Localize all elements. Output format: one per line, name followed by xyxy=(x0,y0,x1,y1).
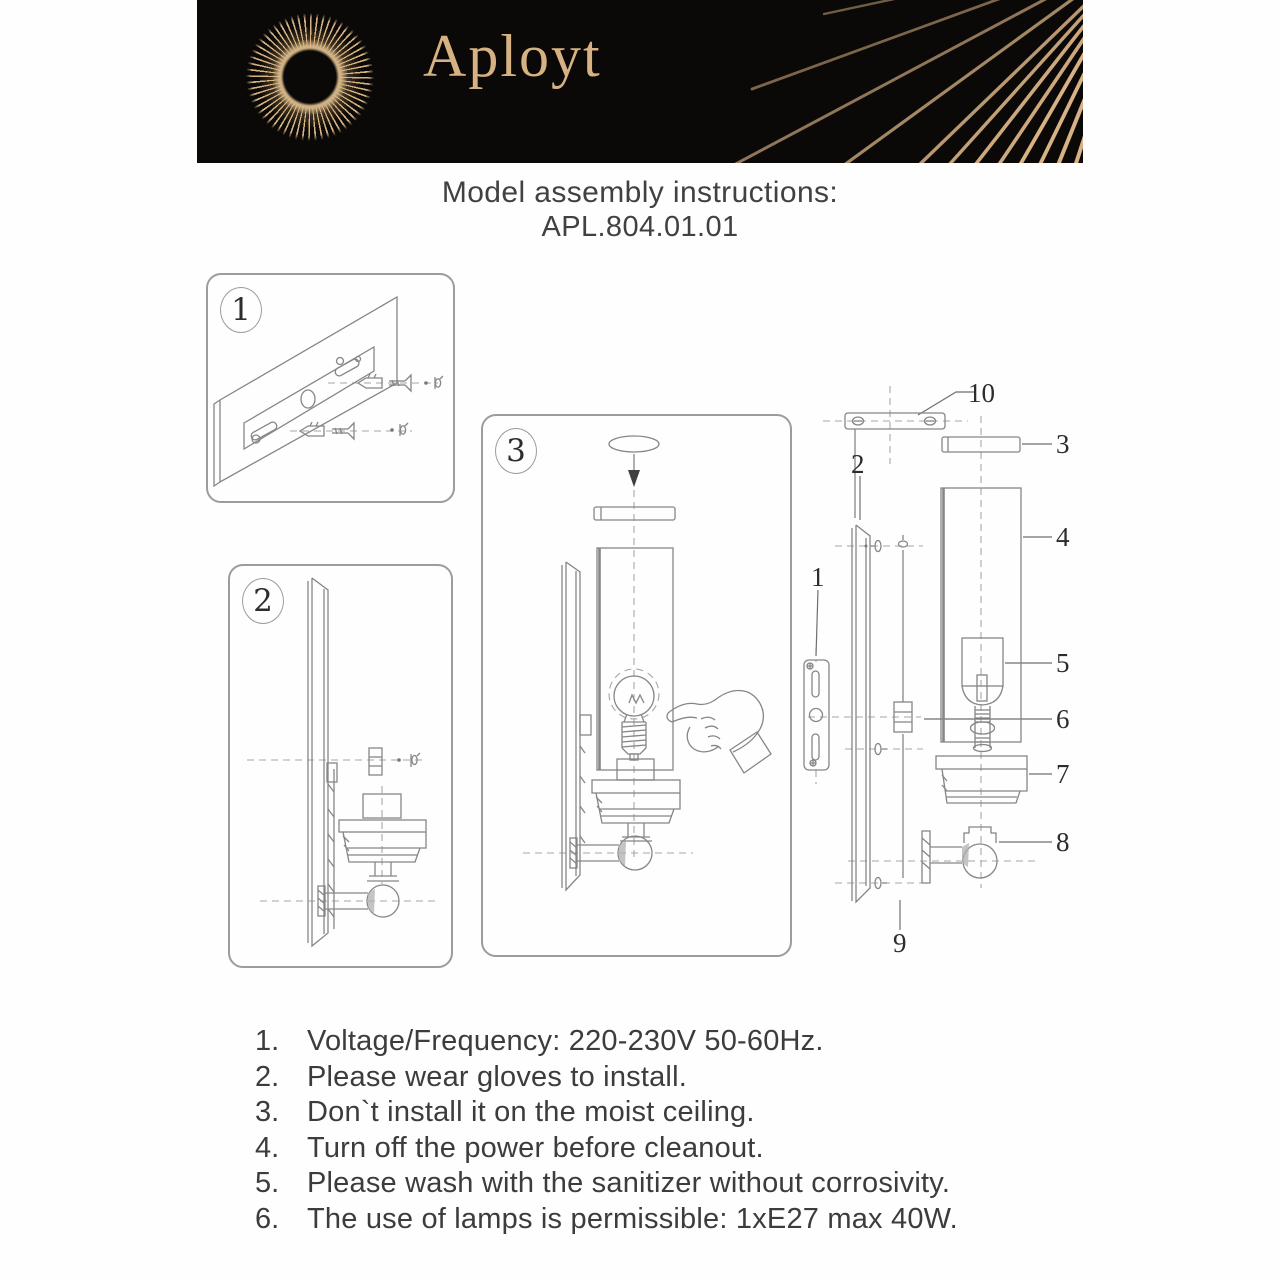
callout-6: 6 xyxy=(1056,704,1070,734)
list-item-number: 3. xyxy=(255,1096,280,1128)
brand-name: Aployt xyxy=(423,23,602,89)
parts-drawing xyxy=(790,370,1090,995)
list-item xyxy=(255,1131,958,1167)
list-item-text: Don`t install it on the moist ceiling. xyxy=(307,1096,755,1128)
list-item xyxy=(255,1024,958,1060)
callout-2: 2 xyxy=(851,449,865,479)
model-number: APL.804.01.01 xyxy=(541,211,739,243)
step-2-drawing xyxy=(230,566,447,962)
list-item-text: The use of lamps is permissible: 1xE27 max 40W. xyxy=(307,1202,958,1235)
step-3-drawing xyxy=(483,416,786,951)
callout-3: 3 xyxy=(1056,429,1070,459)
callout-9: 9 xyxy=(893,928,907,958)
brand-banner xyxy=(197,0,1083,163)
list-item-number: 2. xyxy=(255,1060,280,1093)
callout-5: 5 xyxy=(1056,648,1070,678)
callout-4: 4 xyxy=(1056,522,1070,552)
step-2-number: 2 xyxy=(242,578,284,624)
callout-8: 8 xyxy=(1056,827,1070,857)
step-2-panel xyxy=(228,564,453,968)
list-item-number: 5. xyxy=(255,1167,280,1199)
step-1-panel xyxy=(206,273,455,503)
step-3-panel xyxy=(481,414,792,957)
list-item-text: Please wash with the sanitizer without corrosivity. xyxy=(307,1167,951,1199)
callout-10: 10 xyxy=(968,378,995,408)
list-item-text: Please wear gloves to install. xyxy=(307,1060,687,1093)
list-item xyxy=(255,1166,958,1202)
step-1-number: 1 xyxy=(220,287,262,333)
parts-diagram xyxy=(790,370,1090,995)
list-item-number: 1. xyxy=(255,1025,280,1057)
list-item xyxy=(255,1095,958,1131)
callout-7: 7 xyxy=(1056,759,1070,789)
step-3-number: 3 xyxy=(495,428,537,474)
decorative-fan-rays-icon xyxy=(197,0,1083,163)
instruction-list xyxy=(255,1024,958,1237)
list-item xyxy=(255,1202,958,1238)
list-item-number: 4. xyxy=(255,1131,280,1164)
list-item-text: Turn off the power before cleanout. xyxy=(307,1131,764,1164)
list-item xyxy=(255,1060,958,1096)
list-item-number: 6. xyxy=(255,1202,280,1235)
list-item-text: Voltage/Frequency: 220-230V 50-60Hz. xyxy=(307,1025,824,1057)
page-title: Model assembly instructions: xyxy=(441,176,839,209)
callout-1: 1 xyxy=(811,562,825,592)
